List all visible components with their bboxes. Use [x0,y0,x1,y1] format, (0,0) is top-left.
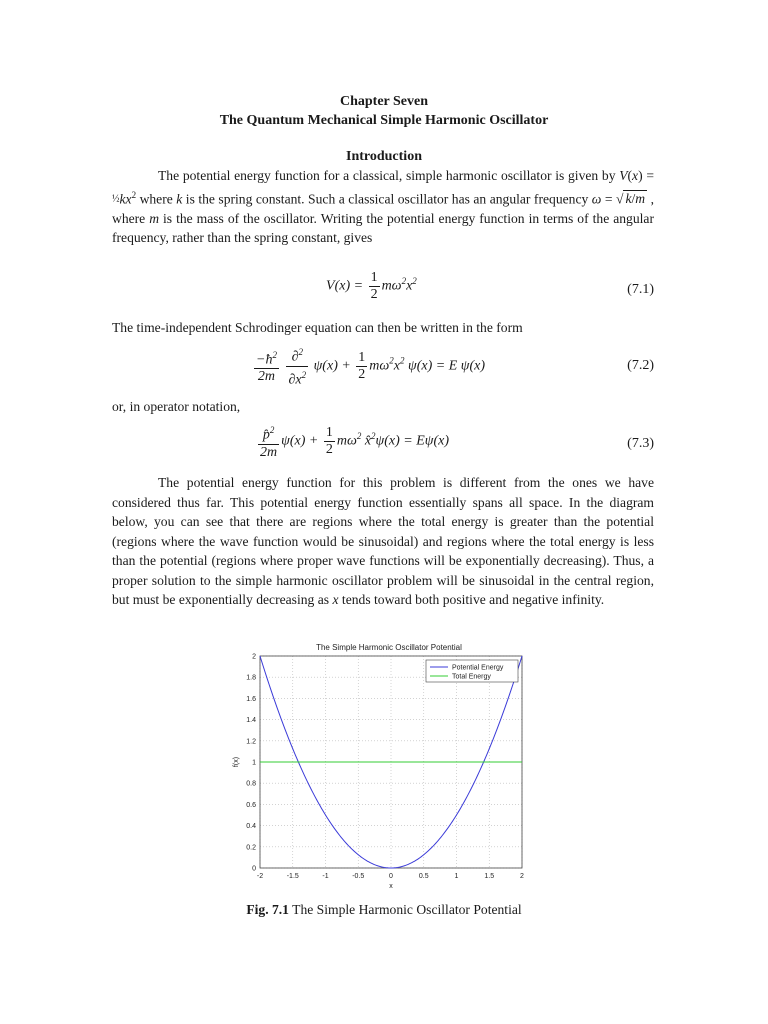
figure-caption [0,902,768,918]
paragraph-schrodinger: The time-independent Schrodinger equation can then be written in the form [112,320,523,335]
y-tick-label: 1.4 [246,717,256,725]
x-tick-label: -2 [256,873,264,880]
intro-text-5: is the mass of the oscillator. Writing the potential energy function in terms of the angular frequency, rather than the spring constant, gives [112,210,654,246]
x-tick-label: 2 [520,873,524,880]
y-tick-label: 0.6 [246,801,256,809]
figure-label: Fig. 7.1 [246,902,289,917]
y-tick-label: 1.2 [246,738,256,746]
section-heading: Introduction [346,149,422,164]
intro-text-3: is the spring constant. Such a classical oscillator has an angular frequency [185,191,589,207]
discussion-text-end: tends toward both positive and negative infinity. [341,592,605,607]
x-axis-label: x [389,883,393,890]
intro-text-2: where [139,191,173,207]
figure-caption-text: The Simple Harmonic Oscillator Potential [292,902,522,917]
potential-energy-chart [226,638,536,896]
x-tick-label: 0 [389,873,393,880]
x-tick-label: -1 [322,873,329,880]
y-tick-label: 1.8 [246,674,256,682]
chart-legend [426,660,518,682]
y-tick-label: 1.6 [246,695,256,703]
paragraph-discussion: The potential energy function for this problem is different from the ones we have considered thus far. This potential energy function essentially spans all space. In the diagram below, you can see that there are regions where the total energy is greater than the potential (regions where the wave function would be sinusoidal) and regions where the total energy is less than the potential (regions where proper wave functions will be exponentially decreasing). Thus, a proper solution to the simple harmonic oscillator problem will be sinusoidal in the central region, but must be exponentially decreasing as x tends toward both positive and negative infinity. [112,475,654,607]
y-tick-label: 1 [252,759,256,767]
intro-text-1: The potential energy function for a classical, simple harmonic oscillator is given by [158,168,616,183]
x-tick-label: -0.5 [352,873,365,880]
equation-number: (7.1) [627,282,654,297]
legend-label: Potential Energy [452,664,504,672]
y-tick-label: 0.8 [246,780,256,788]
x-tick-label: 0.5 [418,873,429,880]
intro-text-4: , where [112,191,654,226]
discussion-text: The potential energy function for this problem is different from the ones we have considered thus far. This potential energy function essentially spans all space. In the diagram below, you can see that there are regions where the total energy is greater than the potential (regions where the wave function would be sinusoidal) and regions where the total energy is less than the potential (regions where proper wave functions will be exponentially decreasing). Thus, a proper solution to the simple harmonic oscillator problem will be sinusoidal in the central region, but must be exponentially decreasing as [112,475,654,607]
chart-axes [233,654,524,891]
y-axis-label: f(x) [233,756,240,768]
legend-label: Total Energy [452,673,491,681]
equation-number: (7.2) [627,358,654,373]
y-tick-label: 0.4 [246,823,256,831]
chart-title: The Simple Harmonic Oscillator Potential [316,643,462,652]
y-tick-label: 0 [252,865,256,873]
equation-7-2: $\frac{-ħ^2}{2m}$ $\frac{\partial^2}{\partial x^2}$ ψ(x) + $\frac{1}{2}$ $m\omega^2x^2$ ψ(x) = E ψ(x) (7.2) [256,347,654,388]
equation-7-3: $\frac{p̂^2}{2m}$ ψ(x) + $\frac{1}{2}$ $m\omega^2$ x̂$^2$ψ(x) = Eψ(x) (7.3) [260,424,654,460]
paragraph-operator: or, in operator notation, [112,399,241,414]
equation-number: (7.3) [627,436,654,451]
paragraph-intro: The potential energy function for a classical, simple harmonic oscillator is given by $V(x) = \frac{1}{2}kx^2$ where k is the spring constant. Such a classical oscillator has an angular frequency ω = √ k/m , where m is the mass of the oscillator. Writing the potential energy function in terms of the angular frequency, rather than the spring constant, gives [112,168,654,246]
chapter-title: The Quantum Mechanical Simple Harmonic Oscillator [219,113,549,128]
y-tick-label: 2 [252,653,256,661]
x-tick-label: 1 [454,873,459,880]
chapter-label: Chapter Seven [339,94,429,109]
y-tick-label: 0.2 [246,844,256,852]
x-tick-label: -1.5 [286,873,299,880]
equation-7-1: V(x) = $\frac{1}{2}$ $m\omega^2x^2$ (7.1) [326,270,654,302]
x-tick-label: 1.5 [484,873,495,880]
